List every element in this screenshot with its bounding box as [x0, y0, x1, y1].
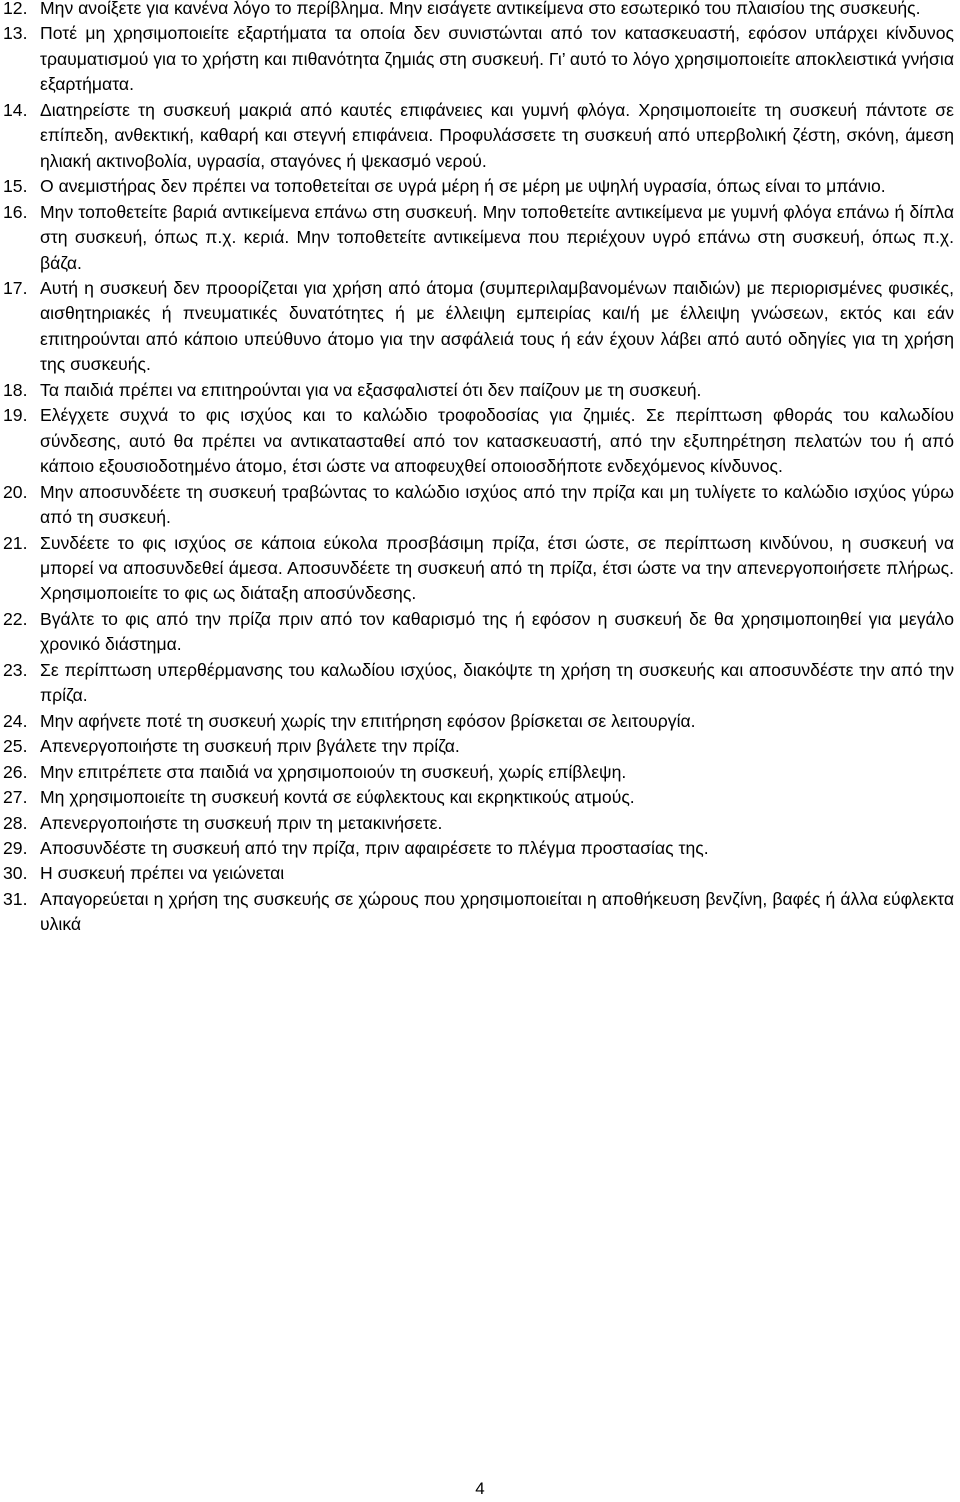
- list-item: [3, 607, 954, 658]
- item-text: Απαγορεύεται η χρήση της συσκευής σε χώρους που χρησιμοποιείται η αποθήκευση βενζίνη, βαφές ή άλλα εύφλεκτα υλικά: [40, 888, 954, 935]
- item-text: Η συσκευή πρέπει να γειώνεται: [40, 863, 285, 884]
- list-item: [3, 403, 954, 479]
- item-number: 26.: [3, 761, 28, 782]
- item-number: 30.: [3, 863, 28, 884]
- item-text: Μην αφήνετε ποτέ τη συσκευή χωρίς την επιτήρηση εφόσον βρίσκεται σε λειτουργία.: [40, 710, 696, 731]
- item-number: 16.: [3, 201, 28, 222]
- list-item: [3, 811, 954, 836]
- list-item: [3, 0, 954, 21]
- item-number: 12.: [3, 0, 28, 18]
- item-text: Αποσυνδέστε τη συσκευή από την πρίζα, πριν αφαιρέσετε το πλέγμα προστασίας της.: [40, 837, 709, 858]
- item-number: 17.: [3, 277, 28, 298]
- item-number: 13.: [3, 23, 28, 44]
- item-number: 28.: [3, 812, 28, 833]
- item-number: 29.: [3, 837, 28, 858]
- list-item: [3, 887, 954, 938]
- list-item: [3, 174, 954, 199]
- item-number: 23.: [3, 659, 28, 680]
- item-number: 19.: [3, 405, 28, 426]
- item-text: Μη χρησιμοποιείτε τη συσκευή κοντά σε εύφλεκτους και εκρηκτικούς ατμούς.: [40, 787, 635, 808]
- list-item: [3, 709, 954, 734]
- item-text: Σε περίπτωση υπερθέρμανσης του καλωδίου ισχύος, διακόψτε τη χρήση τη συσκευής και αποσυνδέστε την από την πρίζα.: [40, 659, 954, 706]
- list-item: [3, 378, 954, 403]
- item-text: Μην ανοίξετε για κανένα λόγο το περίβλημα. Μην εισάγετε αντικείμενα στο εσωτερικό του πλαισίου της συσκευής.: [40, 0, 921, 18]
- item-text: Μην αποσυνδέετε τη συσκευή τραβώντας το καλώδιο ισχύος από την πρίζα και μη τυλίγετε το καλώδιο ισχύος γύρω από τη συσκευή.: [40, 481, 954, 528]
- item-number: 21.: [3, 532, 28, 553]
- list-item: [3, 531, 954, 607]
- item-number: 20.: [3, 481, 28, 502]
- item-number: 14.: [3, 99, 28, 120]
- item-text: Απενεργοποιήστε τη συσκευή πριν τη μετακινήσετε.: [40, 812, 443, 833]
- item-text: Αυτή η συσκευή δεν προορίζεται για χρήση από άτομα (συμπεριλαμβανομένων παιδιών) με περιορισμένες φυσικές, αισθητηριακές ή πνευματικές δυνατότητες ή με έλλειψη εμπειρίας και/ή με έλλειψη γνώσεων, εκτός και εάν επιτηρούνται από κάποιο υπεύθυνο άτομο για την ασφάλειά τους ή εάν έχουν λάβει από αυτό οδηγίες για τη χρήση της συσκευής.: [40, 277, 954, 375]
- list-item: [3, 734, 954, 759]
- list-item: [3, 276, 954, 378]
- list-item: [3, 785, 954, 810]
- page-number: 4: [475, 1479, 485, 1498]
- list-item: [3, 98, 954, 174]
- item-text: Απενεργοποιήστε τη συσκευή πριν βγάλετε την πρίζα.: [40, 736, 460, 757]
- item-text: Ο ανεμιστήρας δεν πρέπει να τοποθετείται σε υγρά μέρη ή σε μέρη με υψηλή υγρασία, όπως είναι το μπάνιο.: [40, 176, 886, 197]
- list-item: [3, 658, 954, 709]
- list-item: [3, 760, 954, 785]
- list-item: [3, 861, 954, 886]
- item-text: Συνδέετε το φις ισχύος σε κάποια εύκολα προσβάσιμη πρίζα, έτσι ώστε, σε περίπτωση κινδύνου, η συσκευή να μπορεί να αποσυνδεθεί άμεσα. Αποσυνδέετε τη συσκευή από τη πρίζα, έτσι ώστε να την απενεργοποιήσετε πλήρως. Χρησιμοποιείτε το φις ως διάταξη αποσύνδεσης.: [40, 532, 954, 604]
- list-item: [3, 200, 954, 276]
- item-number: 31.: [3, 888, 28, 909]
- item-text: Βγάλτε το φις από την πρίζα πριν από τον καθαρισμό της ή εφόσον η συσκευή δε θα χρησιμοποιηθεί για μεγάλο χρονικό διάστημα.: [40, 608, 954, 655]
- list-item: [3, 21, 954, 97]
- item-text: Ποτέ μη χρησιμοποιείτε εξαρτήματα τα οποία δεν συνιστώνται από τον κατασκευαστή, εφόσον υπάρχει κίνδυνος τραυματισμού για το χρήστη και πιθανότητα ζημιάς στη συσκευή. Γι’ αυτό το λόγο χρησιμοποιείτε αποκλειστικά γνήσια εξαρτήματα.: [40, 23, 954, 95]
- item-text: Μην επιτρέπετε στα παιδιά να χρησιμοποιούν τη συσκευή, χωρίς επίβλεψη.: [40, 761, 627, 782]
- list-item: [3, 836, 954, 861]
- item-number: 24.: [3, 710, 28, 731]
- item-number: 18.: [3, 379, 28, 400]
- item-number: 25.: [3, 736, 28, 757]
- item-number: 27.: [3, 787, 28, 808]
- item-number: 15.: [3, 176, 28, 197]
- item-text: Μην τοποθετείτε βαριά αντικείμενα επάνω στη συσκευή. Μην τοποθετείτε αντικείμενα με γυμνή φλόγα επάνω ή δίπλα στη συσκευή, όπως π.χ. κεριά. Μην τοποθετείτε αντικείμενα που περιέχουν υγρό επάνω στη συσκευή, όπως π.χ. βάζα.: [40, 201, 954, 273]
- item-text: Ελέγχετε συχνά το φις ισχύος και το καλώδιο τροφοδοσίας για ζημιές. Σε περίπτωση φθοράς του καλωδίου σύνδεσης, αυτό θα πρέπει να αντικατασταθεί από τον κατασκευαστή, από την εξυπηρέτηση πελατών του ή από κάποιο εξουσιοδοτημένο άτομο, έτσι ώστε να αποφευχθεί οποιοσδήποτε ενδεχόμενος κίνδυνος.: [40, 405, 954, 477]
- item-text: Διατηρείστε τη συσκευή μακριά από καυτές επιφάνειες και γυμνή φλόγα. Χρησιμοποιείτε τη συσκευή πάντοτε σε επίπεδη, ανθεκτική, καθαρή και στεγνή επιφάνεια. Προφυλάσσετε τη συσκευή από υπερβολική ζέστη, σκόνη, άμεση ηλιακή ακτινοβολία, υγρασία, σταγόνες ή ψεκασμό νερού.: [40, 99, 954, 171]
- item-text: Τα παιδιά πρέπει να επιτηρούνται για να εξασφαλιστεί ότι δεν παίζουν με τη συσκευή.: [40, 379, 702, 400]
- list-item: [3, 480, 954, 531]
- item-number: 22.: [3, 608, 28, 629]
